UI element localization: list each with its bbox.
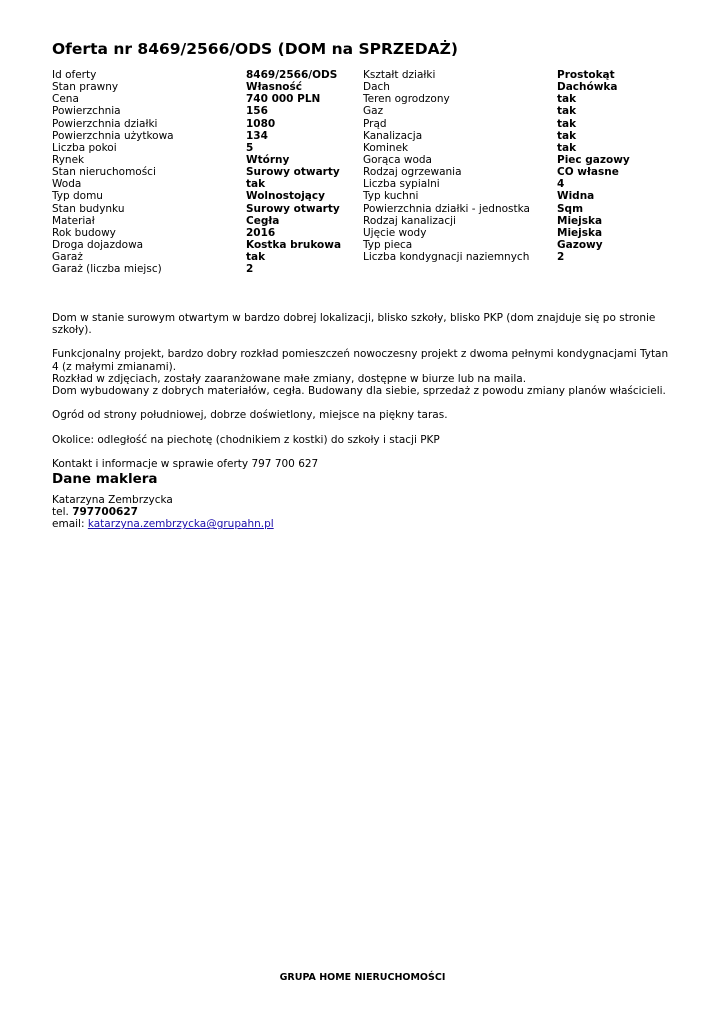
property-value: Sqm <box>557 202 584 215</box>
property-label: Woda <box>52 178 82 191</box>
broker-phone: 797700627 <box>72 506 138 519</box>
description-paragraph: Dom wybudowany z dobrych materiałów, cegła. Budowany dla siebie, sprzedaż z powodu zmiany planów właścicieli. <box>52 384 666 397</box>
broker-phone-label: tel. <box>52 506 69 519</box>
property-row-rodzaj-kanalizacji <box>363 215 630 227</box>
property-label: Typ pieca <box>363 238 413 251</box>
property-label: Ujęcie wody <box>363 226 427 239</box>
property-label: Powierzchnia działki - jednostka <box>363 202 530 215</box>
property-value: tak <box>557 129 577 142</box>
property-value: tak <box>557 117 577 130</box>
property-label: Prąd <box>363 117 387 130</box>
property-row-garaz <box>52 251 341 263</box>
property-value: 2 <box>246 263 254 276</box>
property-row-kominek <box>363 142 630 154</box>
property-value: tak <box>246 251 266 264</box>
page-title: Oferta nr 8469/2566/ODS (DOM na SPRZEDAŻ) <box>52 40 458 58</box>
property-value: 134 <box>246 129 268 142</box>
property-value: tak <box>557 93 577 106</box>
property-label: Id oferty <box>52 69 97 81</box>
property-row-cena <box>52 93 341 105</box>
broker-details <box>52 494 274 530</box>
property-label: Kominek <box>363 141 409 154</box>
property-label: Powierzchnia użytkowa <box>52 129 174 142</box>
property-row-garaz-liczba-miejsc <box>52 263 341 275</box>
properties-right-column <box>363 69 630 263</box>
property-row-stan-budynku <box>52 203 341 215</box>
property-row-id-oferty <box>52 69 341 81</box>
broker-heading: Dane maklera <box>52 471 158 487</box>
broker-phone-line <box>52 506 274 518</box>
property-value: Cegła <box>246 214 280 227</box>
property-row-woda <box>52 178 341 190</box>
property-label: Gorąca woda <box>363 153 432 166</box>
description-paragraph: Ogród od strony południowej, dobrze doświetlony, miejsce na piękny taras. <box>52 409 448 422</box>
property-value: Miejska <box>557 214 603 227</box>
property-row-liczba-pokoi <box>52 142 341 154</box>
property-row-powierzchnia-dzialki <box>52 118 341 130</box>
property-value: tak <box>557 105 577 118</box>
property-label: Materiał <box>52 214 95 227</box>
property-value: Widna <box>557 190 595 203</box>
property-row-goraca-woda <box>363 154 630 166</box>
description-line: Rozkład w zdjęciach, zostały zaaranżowane małe zmiany, dostępne w biurze lub na maila. <box>52 372 527 385</box>
offer-description <box>52 312 672 482</box>
description-paragraph: Dom w stanie surowym otwartym w bardzo dobrej lokalizacji, blisko szkoły, blisko PKP (dom znajduje się po stronie szkoły). <box>52 312 656 337</box>
property-label: Dach <box>363 81 390 94</box>
property-value: 1080 <box>246 117 276 130</box>
property-label: Liczba kondygnacji naziemnych <box>363 251 530 264</box>
property-row-stan-prawny <box>52 81 341 93</box>
property-row-typ-kuchni <box>363 190 630 202</box>
property-label: Gaz <box>363 105 384 118</box>
property-value: Wtórny <box>246 153 290 166</box>
property-value: 740 000 PLN <box>246 93 321 106</box>
property-row-ujecie-wody <box>363 227 630 239</box>
property-label: Powierzchnia <box>52 105 121 118</box>
property-row-ksztalt-dzialki <box>363 69 630 81</box>
property-label: Kształt działki <box>363 69 436 81</box>
property-value: 2 <box>557 251 565 264</box>
property-label: Rok budowy <box>52 226 116 239</box>
description-paragraph: Kontakt i informacje w sprawie oferty 797 700 627 <box>52 457 319 470</box>
property-label: Cena <box>52 93 79 106</box>
property-row-powierzchnia-uzytkowa <box>52 130 341 142</box>
property-row-rodzaj-ogrzewania <box>363 166 630 178</box>
property-row-typ-domu <box>52 190 341 202</box>
property-label: Typ domu <box>52 190 103 203</box>
property-value: Gazowy <box>557 238 603 251</box>
property-label: Teren ogrodzony <box>363 93 450 106</box>
property-value: 5 <box>246 141 254 154</box>
property-value: tak <box>557 141 577 154</box>
property-label: Stan budynku <box>52 202 125 215</box>
property-row-gaz <box>363 105 630 117</box>
footer-company-name: GRUPA HOME NIERUCHOMOŚCI <box>279 972 446 983</box>
property-value: Surowy otwarty <box>246 202 340 215</box>
property-row-dach <box>363 81 630 93</box>
property-row-powierzchnia <box>52 105 341 117</box>
property-value: 2016 <box>246 226 276 239</box>
property-label: Liczba pokoi <box>52 141 117 154</box>
broker-email-label: email: <box>52 518 85 531</box>
property-row-rok-budowy <box>52 227 341 239</box>
property-label: Kanalizacja <box>363 129 423 142</box>
description-paragraph: Funkcjonalny projekt, bardzo dobry rozkład pomieszczeń nowoczesny projekt z dwoma pełnymi kondygnacjami Tytan 4 (z małymi zmianami). <box>52 348 669 373</box>
property-value: 156 <box>246 105 268 118</box>
property-row-liczba-kondygnacji <box>363 251 630 263</box>
property-value: Własność <box>246 81 302 94</box>
properties-left-column <box>52 69 341 275</box>
broker-name: Katarzyna Zembrzycka <box>52 494 173 506</box>
property-row-material <box>52 215 341 227</box>
property-label: Liczba sypialni <box>363 178 440 191</box>
property-row-prad <box>363 118 630 130</box>
property-label: Garaż <box>52 251 83 264</box>
property-row-rynek <box>52 154 341 166</box>
property-value: 8469/2566/ODS <box>246 69 338 81</box>
property-value: Miejska <box>557 226 603 239</box>
property-value: Surowy otwarty <box>246 166 340 179</box>
property-value: 4 <box>557 178 565 191</box>
property-value: Piec gazowy <box>557 153 630 166</box>
property-label: Powierzchnia działki <box>52 117 158 130</box>
property-label: Stan prawny <box>52 81 119 94</box>
property-value: Wolnostojący <box>246 190 325 203</box>
description-paragraph: Okolice: odległość na piechotę (chodnikiem z kostki) do szkoły i stacji PKP <box>52 433 440 446</box>
property-label: Rynek <box>52 153 85 166</box>
property-row-droga-dojazdowa <box>52 239 341 251</box>
property-label: Droga dojazdowa <box>52 238 144 251</box>
property-label: Rodzaj ogrzewania <box>363 166 462 179</box>
property-label: Rodzaj kanalizacji <box>363 214 456 227</box>
property-label: Garaż (liczba miejsc) <box>52 263 162 276</box>
property-value: Prostokąt <box>557 69 615 81</box>
property-row-typ-pieca <box>363 239 630 251</box>
property-value: CO własne <box>557 166 619 179</box>
broker-email-link[interactable]: katarzyna.zembrzycka@grupahn.pl <box>87 518 274 531</box>
broker-email-line <box>52 518 274 530</box>
property-row-teren-ogrodzony <box>363 93 630 105</box>
property-row-stan-nieruchomosci <box>52 166 341 178</box>
property-row-powierzchnia-dzialki-jednostka <box>363 203 630 215</box>
property-row-kanalizacja <box>363 130 630 142</box>
property-value: Kostka brukowa <box>246 238 342 251</box>
property-value: tak <box>246 178 266 191</box>
property-label: Typ kuchni <box>363 190 419 203</box>
property-row-liczba-sypialni <box>363 178 630 190</box>
property-value: Dachówka <box>557 81 618 94</box>
property-label: Stan nieruchomości <box>52 166 156 179</box>
